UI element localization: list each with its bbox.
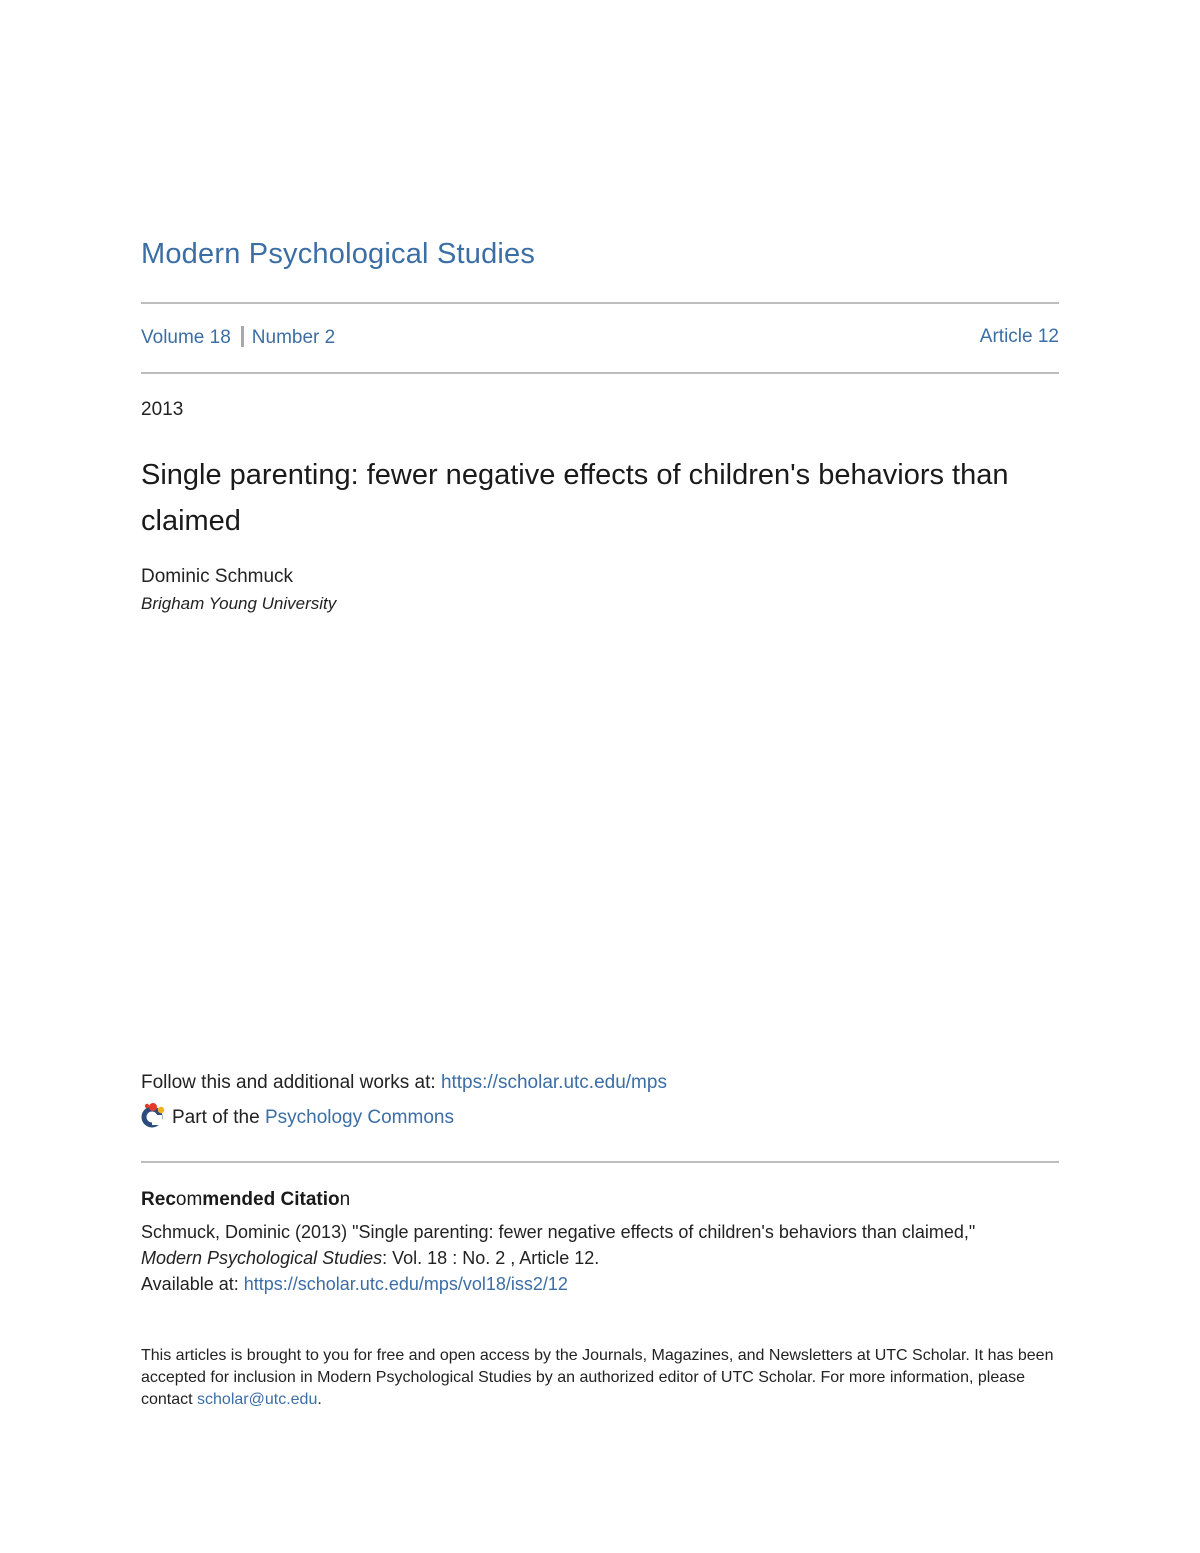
citation-block (141, 1219, 1059, 1297)
commons-line (141, 1104, 454, 1132)
issue-separator (241, 326, 244, 347)
recommended-citation-heading-text: Recommended Citation (141, 1189, 351, 1210)
volume-link[interactable]: Volume 18 (141, 327, 231, 348)
contact-email-link[interactable]: scholar@utc.edu (197, 1391, 318, 1408)
access-statement-text: This articles is brought to you for free and open access by the Journals, Magazines, and Newsletters at UTC Scholar. It has been accepted for inclusion in Modern Psychological Studies by an authorized editor of UTC Scholar. For more information, please contact (141, 1347, 1054, 1408)
recommended-citation-heading (141, 1189, 350, 1211)
article-number-link[interactable]: Article 12 (979, 326, 1059, 347)
available-prefix: Available at: (141, 1274, 244, 1294)
citation-divider (141, 1161, 1059, 1163)
issue-divider (141, 372, 1059, 374)
author-affiliation: Brigham Young University (141, 594, 337, 613)
citation-journal-name: Modern Psychological Studies (141, 1248, 383, 1268)
citation-line-1: Schmuck, Dominic (2013) "Single parenting: fewer negative effects of children's behaviors than claimed," (141, 1222, 976, 1242)
citation-line-3 (141, 1271, 1059, 1297)
issue-info-row (141, 326, 1059, 349)
journal-title-link[interactable]: Modern Psychological Studies (141, 238, 536, 270)
follow-line (141, 1072, 667, 1094)
follow-prefix: Follow this and additional works at: (141, 1072, 441, 1093)
psychology-commons-link[interactable]: Psychology Commons (264, 1107, 454, 1128)
repository-link[interactable]: https://scholar.utc.edu/mps (440, 1072, 667, 1093)
citation-volume-info: : Vol. 18 : No. 2 , Article 12. (382, 1248, 600, 1268)
commons-prefix: Part of the (172, 1107, 260, 1128)
network-commons-icon (141, 1101, 167, 1129)
article-title: Single parenting: fewer negative effects of children's behaviors than claimed (141, 459, 1009, 537)
access-statement-end: . (317, 1391, 322, 1408)
citation-line-2 (141, 1245, 1059, 1271)
access-statement (141, 1345, 1059, 1411)
publication-year: 2013 (141, 399, 184, 420)
number-link[interactable]: Number 2 (251, 327, 336, 348)
article-url-link[interactable]: https://scholar.utc.edu/mps/vol18/iss2/12 (243, 1274, 568, 1294)
author-name: Dominic Schmuck (141, 566, 294, 587)
top-divider (141, 302, 1059, 304)
cover-page (141, 0, 1059, 1553)
